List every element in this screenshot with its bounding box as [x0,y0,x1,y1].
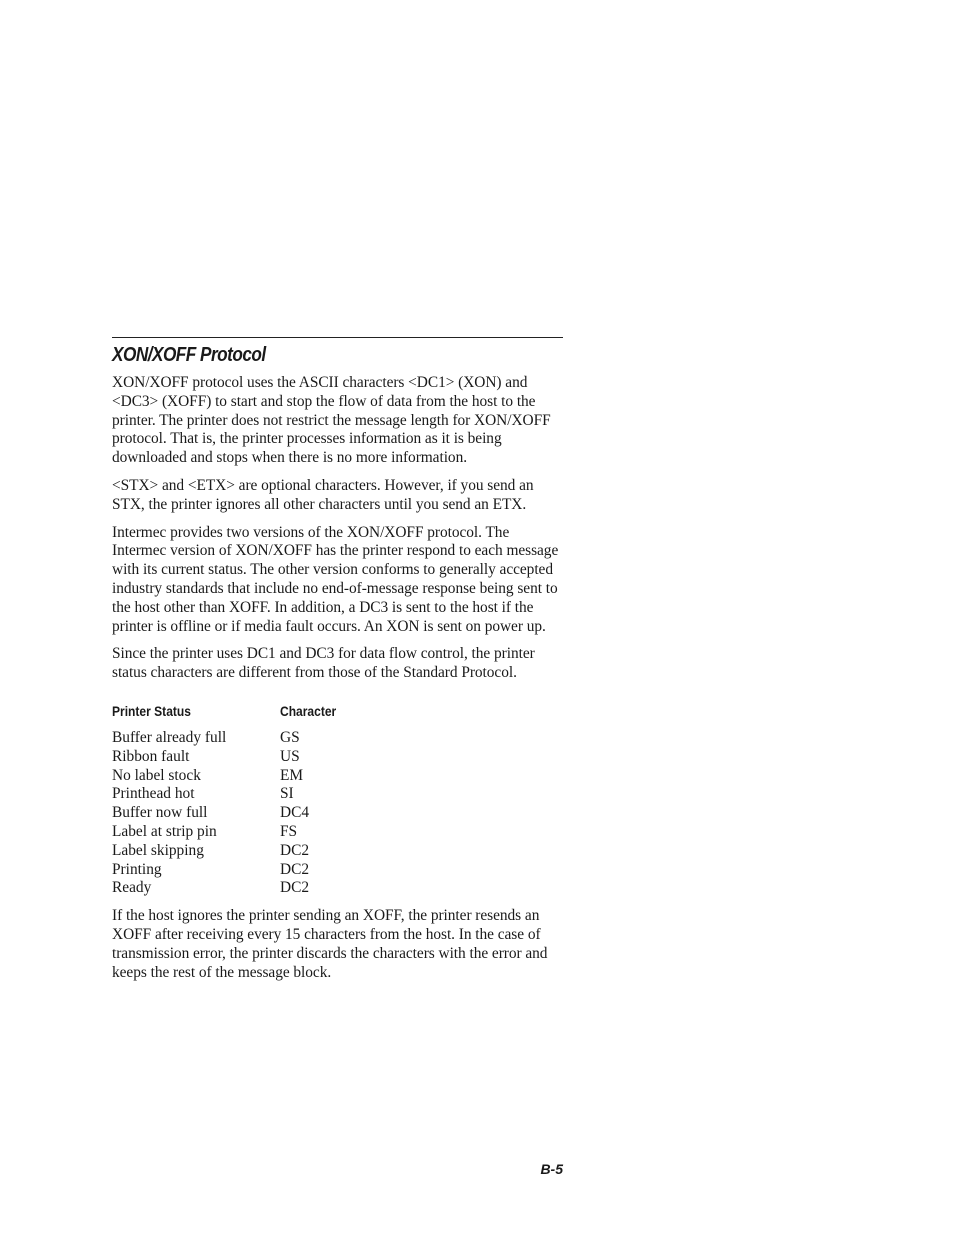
table-row [112,729,563,748]
character-cell: EM [280,766,304,784]
character-cell: SI [280,785,294,803]
section-heading: XON/XOFF Protocol [112,344,266,366]
table-row [112,748,563,767]
character-cell: DC4 [280,804,310,822]
status-cell: Buffer now full [112,804,208,822]
status-cell: Printing [112,860,162,878]
table-row [112,823,563,842]
header-cell-character: Character [280,702,337,719]
character-cell: US [280,747,300,765]
printer-status-table [112,702,563,898]
table-row [112,879,563,898]
status-cell: Printhead hot [112,785,195,803]
status-cell: Buffer already full [112,728,227,746]
section-rule [112,337,563,338]
status-cell: Ribbon fault [112,747,190,765]
table-row [112,785,563,804]
character-cell: DC2 [280,841,310,859]
paragraph-status-characters: Since the printer uses DC1 and DC3 for data flow control, the printer status characters are different from those of the Standard Protocol. [112,645,535,682]
page-content [112,337,563,991]
table-row [112,861,563,880]
paragraph-versions: Intermec provides two versions of the XON/XOFF protocol. The Intermec version of XON/XOFF has the printer respond to each message with its current status. The other version conforms to generally accepted industry standards that include no end-of-message response being sent to the host other than XOFF. In addition, a DC3 is sent to the host if the printer is offline or if media fault occurs. An XON is sent on power up. [112,523,559,635]
table-header-row [112,702,563,720]
header-cell-status: Printer Status [112,702,191,719]
status-cell: No label stock [112,766,201,784]
paragraph-intro: XON/XOFF protocol uses the ASCII characters <DC1> (XON) and <DC3> (XOFF) to start and stop the flow of data from the host to the printer. The printer does not restrict the message length for XON/XOFF protocol. That is, the printer processes information as it is being downloaded and stops when there is no more information. [112,374,551,467]
character-cell: DC2 [280,879,310,897]
page-number: B-5 [540,1161,563,1177]
table-row [112,804,563,823]
status-cell: Label skipping [112,841,204,859]
table-row [112,842,563,861]
character-cell: DC2 [280,860,310,878]
status-cell: Ready [112,879,152,897]
paragraph-stx-etx: <STX> and <ETX> are optional characters. However, if you send an STX, the printer ignores all other characters until you send an ETX. [112,476,534,513]
paragraph-closing: If the host ignores the printer sending an XOFF, the printer resends an XOFF after receiving every 15 characters from the host. In the case of transmission error, the printer discards the characters with the error and keeps the rest of the message block. [112,907,548,981]
table-row [112,767,563,786]
table-body [112,729,563,898]
character-cell: FS [280,822,298,840]
status-cell: Label at strip pin [112,822,217,840]
character-cell: GS [280,728,300,746]
